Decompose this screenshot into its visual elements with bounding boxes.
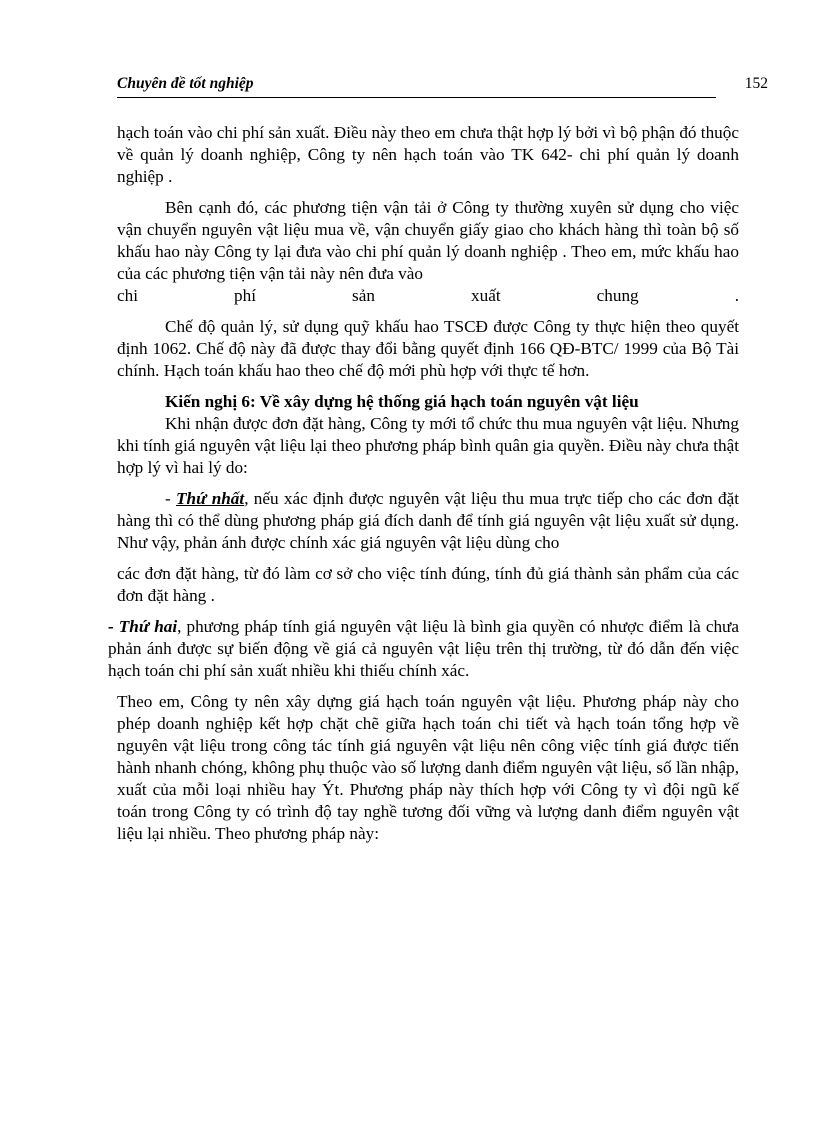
paragraph-2-last-line: chi phí sản xuất chung .: [117, 286, 739, 305]
section-heading: Kiến nghị 6: Về xây dựng hệ thống giá hạch toán nguyên vật liệu: [165, 392, 639, 411]
paragraph-1: hạch toán vào chi phí sản xuất. Điều này theo em chưa thật hợp lý bởi vì bộ phận đó thuộc về quản lý doanh nghiệp, Công ty nên hạch toán vào TK 642- chi phí quản lý doanh nghiệp .: [117, 123, 739, 186]
bullet-1-text: , nếu xác định được nguyên vật liệu thu mua trực tiếp cho các đơn đặt hàng thì có thể dùng phương pháp giá đích danh để tính giá nguyên vật liệu xuất sử dụng. Như vậy, phản ánh được chính xác giá nguyên vật liệu dùng cho: [117, 489, 739, 552]
paragraph-6: các đơn đặt hàng, từ đó làm cơ sở cho việc tính đúng, tính đủ giá thành sản phẩm của các đơn đặt hàng .: [117, 564, 739, 605]
page-header: [117, 75, 768, 97]
page-number: 152: [744, 75, 768, 92]
paragraph-7: [108, 616, 739, 682]
document-body: [108, 122, 739, 845]
paragraph-5: [117, 488, 739, 554]
bullet-2-label: - Thứ hai: [108, 617, 178, 636]
paragraph-8: Theo em, Công ty nên xây dựng giá hạch toán nguyên vật liệu. Phương pháp này cho phép doanh nghiệp kết hợp chặt chẽ giữa hạch toán chi tiết và hạch toán tổng hợp về nguyên vật liệu trong công tác tính giá nguyên vật liệu nên công việc tính giá được tiến hành nhanh chóng, không phụ thuộc vào số lượng danh điểm nguyên vật liệu, số lần nhập, xuất của mỗi loại nhiều hay Ýt. Phương pháp này thích hợp với Công ty vì đội ngũ kế toán trong Công ty có trình độ tay nghề tương đối vững và lượng danh điểm nguyên vật liệu lại nhiều. Theo phương pháp này:: [117, 692, 739, 843]
bullet-1-label: Thứ nhất: [176, 489, 245, 508]
bullet-2-text: , phương pháp tính giá nguyên vật liệu là bình gia quyền có nhược điểm là chưa phản ánh được sự biến động về giá cả nguyên vật liệu trên thị trường, từ đó dẫn đến việc hạch toán chi phí sản xuất nhiều khi thiếu chính xác.: [108, 617, 739, 680]
paragraph-2: Bên cạnh đó, các phương tiện vận tải ở Công ty thường xuyên sử dụng cho việc vận chuyển nguyên vật liệu mua về, vận chuyển giấy giao cho khách hàng thì toàn bộ số khấu hao này Công ty lại đưa vào chi phí quản lý doanh nghiệp . Theo em, mức khấu hao của các phương tiện vận tải này nên đưa vào: [117, 198, 739, 283]
header-divider: [117, 97, 716, 98]
bullet-1-prefix: -: [165, 489, 177, 508]
header-title: Chuyên đề tốt nghiệp: [117, 75, 254, 92]
paragraph-4: Khi nhận được đơn đặt hàng, Công ty mới tổ chức thu mua nguyên vật liệu. Nhưng khi tính giá nguyên vật liệu lại theo phương pháp bình quân gia quyền. Điều này chưa thật hợp lý vì hai lý do:: [117, 414, 739, 477]
paragraph-3: Chế độ quản lý, sử dụng quỹ khấu hao TSCĐ được Công ty thực hiện theo quyết định 1062. Chế độ này đã được thay đổi bằng quyết định 166 QĐ-BTC/ 1999 của Bộ Tài chính. Hạch toán khấu hao theo chế độ mới phù hợp với thực tế hơn.: [117, 317, 739, 380]
